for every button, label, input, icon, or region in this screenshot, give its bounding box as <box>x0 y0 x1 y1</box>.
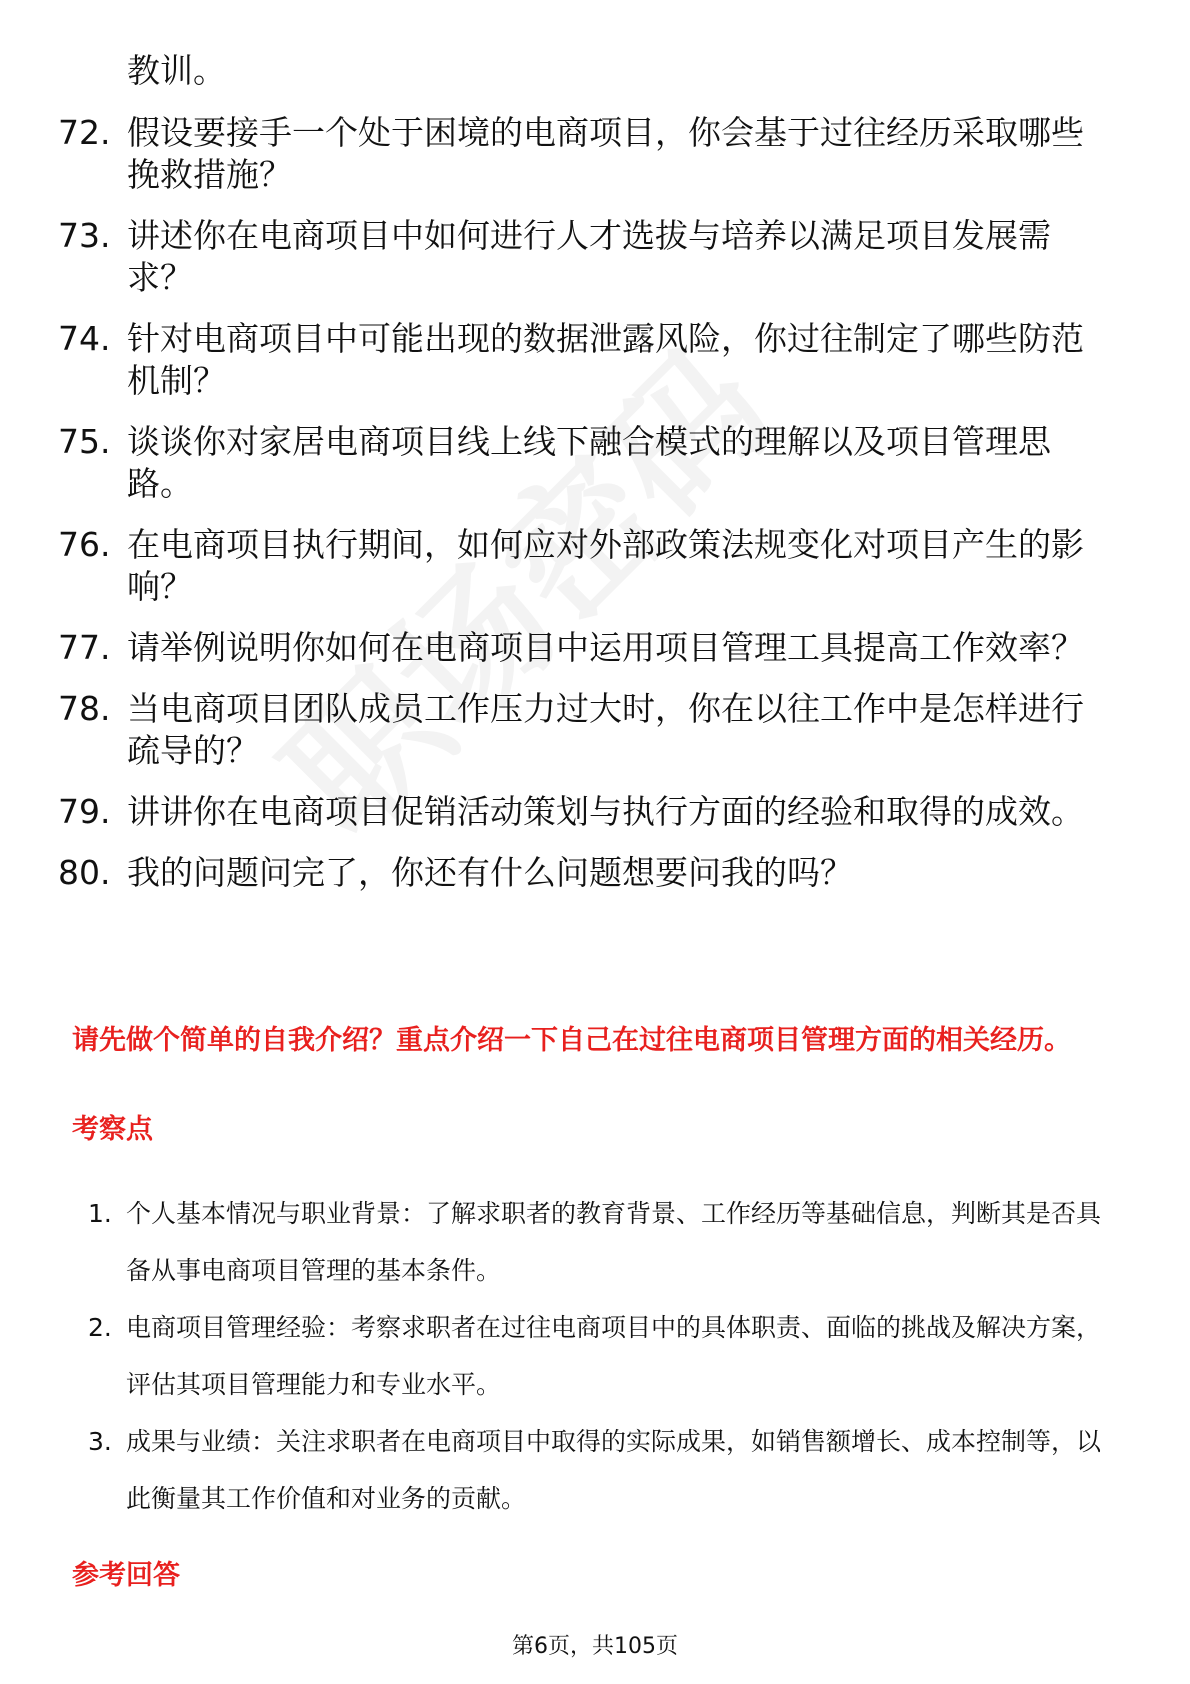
point-text: 电商项目管理经验：考察求职者在过往电商项目中的具体职责、面临的挑战及解决方案，评估其项目管理能力和专业水平。 <box>126 1313 1102 1399</box>
question-text: 讲述你在电商项目中如何进行人才选拔与培养以满足项目发展需求？ <box>127 216 1051 297</box>
question-number: 73. <box>58 216 111 255</box>
point-number: 1. <box>88 1199 112 1228</box>
point-text: 个人基本情况与职业背景：了解求职者的教育背景、工作经历等基础信息，判断其是否具备从事电商项目管理的基本条件。 <box>126 1199 1102 1285</box>
question-item <box>0 215 1190 299</box>
question-item <box>0 524 1190 608</box>
section-question-title: 请先做个简单的自我介绍？重点介绍一下自己在过往电商项目管理方面的相关经历。 <box>72 1025 1071 1056</box>
question-number: 79. <box>58 792 111 831</box>
question-text: 假设要接手一个处于困境的电商项目，你会基于过往经历采取哪些挽救措施？ <box>127 113 1084 194</box>
question-item <box>0 791 1190 833</box>
point-text: 成果与业绩：关注求职者在电商项目中取得的实际成果，如销售额增长、成本控制等，以此衡量其工作价值和对业务的贡献。 <box>126 1427 1102 1513</box>
question-number: 80. <box>58 853 111 892</box>
answer-heading: 参考回答 <box>72 1560 180 1591</box>
point-item <box>0 1299 1190 1413</box>
question-item <box>0 318 1190 402</box>
point-number: 3. <box>88 1427 112 1456</box>
question-number: 77. <box>58 628 111 667</box>
question-text: 当电商项目团队成员工作压力过大时，你在以往工作中是怎样进行疏导的？ <box>127 689 1084 770</box>
question-list <box>0 112 1190 913</box>
question-number: 78. <box>58 689 111 728</box>
question-text: 请举例说明你如何在电商项目中运用项目管理工具提高工作效率？ <box>127 628 1084 667</box>
point-number: 2. <box>88 1313 112 1342</box>
question-text: 讲讲你在电商项目促销活动策划与执行方面的经验和取得的成效。 <box>127 792 1084 831</box>
points-heading: 考察点 <box>72 1114 153 1145</box>
question-item <box>0 627 1190 669</box>
points-list <box>0 1185 1190 1527</box>
question-number: 72. <box>58 113 111 152</box>
question-item <box>0 421 1190 505</box>
point-item <box>0 1413 1190 1527</box>
question-item <box>0 852 1190 894</box>
question-number: 76. <box>58 525 111 564</box>
question-number: 75. <box>58 422 111 461</box>
question-text: 谈谈你对家居电商项目线上线下融合模式的理解以及项目管理思路。 <box>127 422 1051 503</box>
question-item <box>0 688 1190 772</box>
continuation-text: 教训。 <box>127 51 226 90</box>
question-text: 我的问题问完了，你还有什么问题想要问我的吗？ <box>127 853 853 892</box>
question-text: 针对电商项目中可能出现的数据泄露风险，你过往制定了哪些防范机制？ <box>127 319 1084 400</box>
question-item <box>0 112 1190 196</box>
question-number: 74. <box>58 319 111 358</box>
page-footer: 第6页，共105页 <box>512 1634 678 1659</box>
point-item <box>0 1185 1190 1299</box>
question-text: 在电商项目执行期间，如何应对外部政策法规变化对项目产生的影响？ <box>127 525 1084 606</box>
